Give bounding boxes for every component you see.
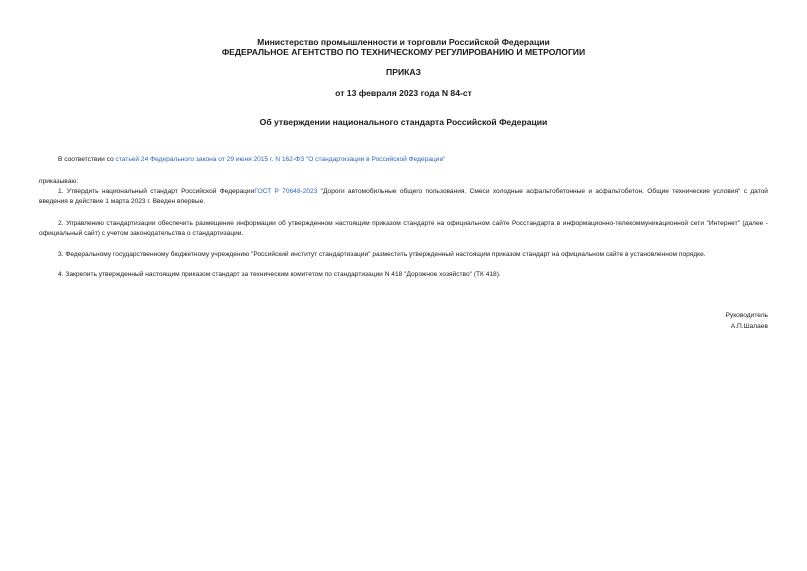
item1-prefix: 1. Утвердить национальный стандарт Российской Федерации — [58, 188, 255, 195]
signature-name: А.П.Шалаев — [730, 323, 768, 330]
order-word: приказываю: — [39, 178, 79, 185]
order-item-4: 4. Закрепить утвержденный настоящим приказом стандарт за техническим комитетом по стандартизации N 418 "Дорожное хозяйство" (ТК 418). — [58, 271, 501, 278]
agency-heading: ФЕДЕРАЛЬНОЕ АГЕНТСТВО ПО ТЕХНИЧЕСКОМУ РЕГУЛИРОВАНИЮ И МЕТРОЛОГИИ — [221, 47, 586, 57]
federal-law-link[interactable]: статьей 24 Федерального закона от 29 июня 2015 г. N 162-ФЗ "О стандартизации в Российской Федерации" — [115, 156, 446, 163]
signature-title: Руководитель — [725, 312, 768, 319]
intro-prefix: В соответствии со — [58, 156, 116, 163]
subject-heading: Об утверждении национального стандарта Российской Федерации — [259, 117, 548, 127]
document-type-heading: ПРИКАЗ — [386, 67, 421, 77]
date-number-heading: от 13 февраля 2023 года N 84-ст — [335, 88, 472, 98]
gost-standard-link[interactable]: ГОСТ Р 70648-2023 — [254, 188, 318, 195]
intro-paragraph — [58, 155, 446, 165]
item1-suffix: "Дороги автомобильные общего пользования. Смеси холодные асфальтобетонные и асфальтобетон. Общие технические условия" с датой введения в действие 1 марта 2023 г. Введен впервые. — [39, 188, 768, 205]
ministry-heading: Министерство промышленности и торговли Российской Федерации — [257, 37, 550, 47]
order-item-2: 2. Управлению стандартизации обеспечить размещение информации об утвержденном настоящим приказом стандарте на официальном сайте Росстандарта в информационно-телекоммуникационной сети "Интернет" (далее - официальный сайт) с учетом законодательства о стандартизации. — [39, 220, 768, 237]
order-item-1 — [39, 187, 768, 207]
order-item-3: 3. Федеральному государственному бюджетному учреждению "Российский институт стандартизации" разместить утвержденный настоящим приказом стандарт на официальном сайте в установленном порядке. — [58, 251, 706, 258]
